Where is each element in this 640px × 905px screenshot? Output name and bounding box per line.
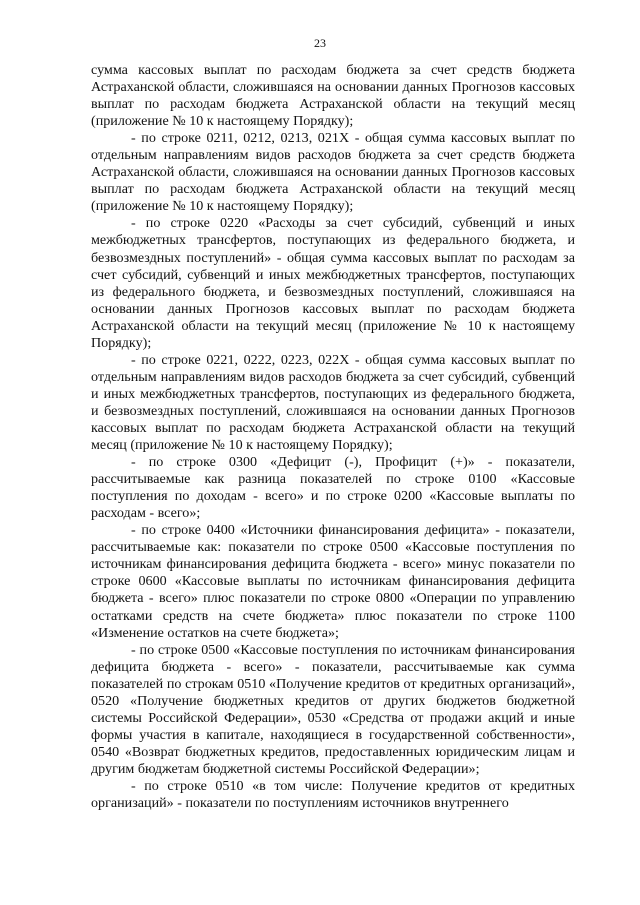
paragraph: - по строке 0300 «Дефицит (-), Профицит (+)» - показатели, рассчитываемые как разница показателей по строке 0100 «Кассовые поступления по доходам - всего» и по строке 0200 «Кассовые выплаты по расходам - всего»; — [91, 454, 575, 522]
paragraph: - по строке 0220 «Расходы за счет субсидий, субвенций и иных межбюджетных трансфертов, поступающих из федерального бюджета, и безвозмездных поступлений» - общая сумма кассовых выплат по расходам за счет субсидий, субвенций и иных межбюджетных трансфертов, поступающих из федерального бюджета, и безвозмездных поступлений, сложившаяся на основании данных Прогнозов кассовых выплат по расходам бюджета Астраханской области на текущий месяц (приложение № 10 к настоящему Порядку); — [91, 215, 575, 351]
page-number: 23 — [314, 36, 326, 50]
paragraph: - по строке 0400 «Источники финансирования дефицита» - показатели, рассчитываемые как: показатели по строке 0500 «Кассовые поступления по источникам финансирования дефицита бюджета - всего» минус показатели по строке 0600 «Кассовые выплаты по источникам финансирования дефицита бюджета - всего» плюс показатели по строке 0800 «Операции по управлению остатками средств на счете бюджета» плюс показатели по строке 1100 «Изменение остатков на счете бюджета»; — [91, 522, 575, 641]
paragraph: - по строке 0211, 0212, 0213, 021X - общая сумма кассовых выплат по отдельным направлениям видов расходов бюджета за счет средств бюджета Астраханской области, сложившаяся на основании данных Прогнозов кассовых выплат по расходам бюджета Астраханской области на текущий месяц (приложение № 10 к настоящему Порядку); — [91, 130, 575, 215]
document-body — [91, 62, 575, 812]
paragraph: - по строке 0510 «в том числе: Получение кредитов от кредитных организаций» - показатели по поступлениям источников внутреннего — [91, 777, 575, 812]
paragraph: сумма кассовых выплат по расходам бюджета за счет средств бюджета Астраханской области, сложившаяся на основании данных Прогнозов кассовых выплат по расходам бюджета Астраханской области на текущий месяц (приложение № 10 к настоящему Порядку); — [91, 62, 575, 130]
paragraph: - по строке 0500 «Кассовые поступления по источникам финансирования дефицита бюджета - всего» - показатели, рассчитываемые как сумма показателей по строкам 0510 «Получение кредитов от кредитных организаций», 0520 «Получение бюджетных кредитов от других бюджетов бюджетной системы Российской Федерации», 0530 «Средства от продажи акций и иные формы участия в капитале, находящиеся в государственной собственности», 0540 «Возврат бюджетных кредитов, предоставленных юридическим лицам и другим бюджетам бюджетной системы Российской Федерации»; — [91, 641, 575, 777]
paragraph: - по строке 0221, 0222, 0223, 022X - общая сумма кассовых выплат по отдельным направлениям видов расходов бюджета за счет субсидий, субвенций и иных межбюджетных трансфертов, поступающих из федерального бюджета, и безвозмездных поступлений, сложившаяся на основании данных Прогнозов кассовых выплат по расходам бюджета Астраханской области на текущий месяц (приложение № 10 к настоящему Порядку); — [91, 351, 575, 454]
